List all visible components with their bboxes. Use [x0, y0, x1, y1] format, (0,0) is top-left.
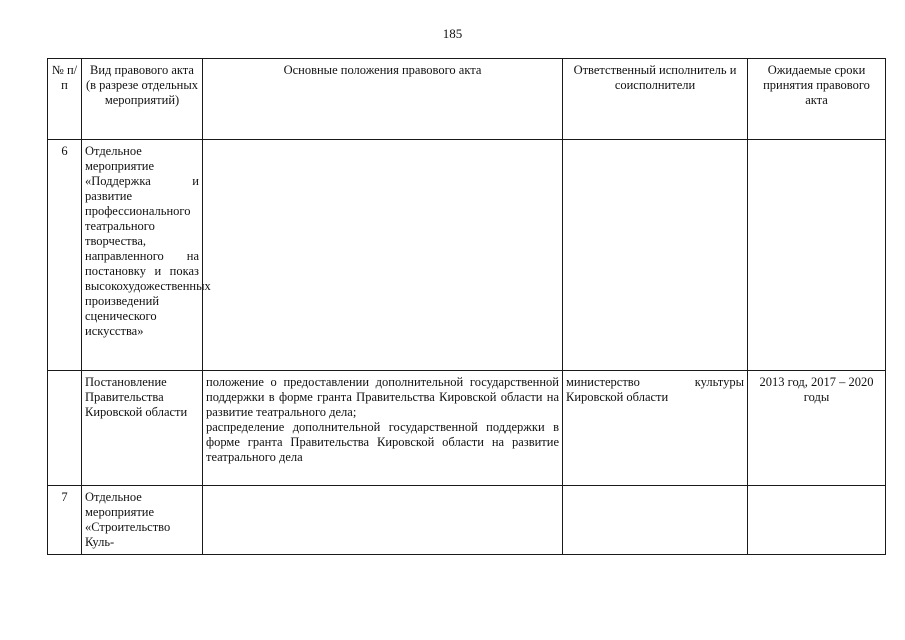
- table-row: [48, 371, 886, 486]
- row-act-type: Отдельное мероприятие «Поддержка и развитие профессионального театрального творчества, направленного на постановку и показ высокохудожественных произведений сценического искусства»: [82, 140, 203, 371]
- row-executor: [563, 140, 748, 371]
- row-provisions: [203, 486, 563, 555]
- provision-item: положение о предоставлении дополнительной государственной поддержки в форме гранта Правительства Кировской области на развитие театрального дела;: [206, 375, 559, 419]
- table-header-row: [48, 59, 886, 140]
- row-number: [48, 371, 82, 486]
- row-act-type: Отдельное мероприятие «Строительство Куль-: [82, 486, 203, 555]
- row-deadline: [748, 486, 886, 555]
- row-number: 6: [48, 140, 82, 371]
- row-act-type: Постановление Правительства Кировской области: [82, 371, 203, 486]
- page-number: 185: [442, 26, 463, 41]
- header-act-type: Вид правового акта (в разрезе отдельных мероприятий): [82, 59, 203, 140]
- row-number: 7: [48, 486, 82, 555]
- header-deadline: Ожидаемые сроки принятия правового акта: [748, 59, 886, 140]
- provision-item: распределение дополнительной государственной поддержки в форме гранта Правительства Кировской области на развитие театрального дела: [206, 420, 559, 464]
- header-provisions: Основные положения правового акта: [203, 59, 563, 140]
- table-row: [48, 486, 886, 555]
- row-executor: министерство культуры Кировской области: [563, 371, 748, 486]
- table-row: [48, 140, 886, 371]
- header-executor: Ответственный исполнитель и соисполнители: [563, 59, 748, 140]
- row-deadline: [748, 140, 886, 371]
- legal-acts-table: [47, 58, 886, 555]
- row-deadline: 2013 год, 2017 – 2020 годы: [748, 371, 886, 486]
- row-provisions: [203, 371, 563, 486]
- row-executor: [563, 486, 748, 555]
- row-provisions: [203, 140, 563, 371]
- header-number: № п/п: [48, 59, 82, 140]
